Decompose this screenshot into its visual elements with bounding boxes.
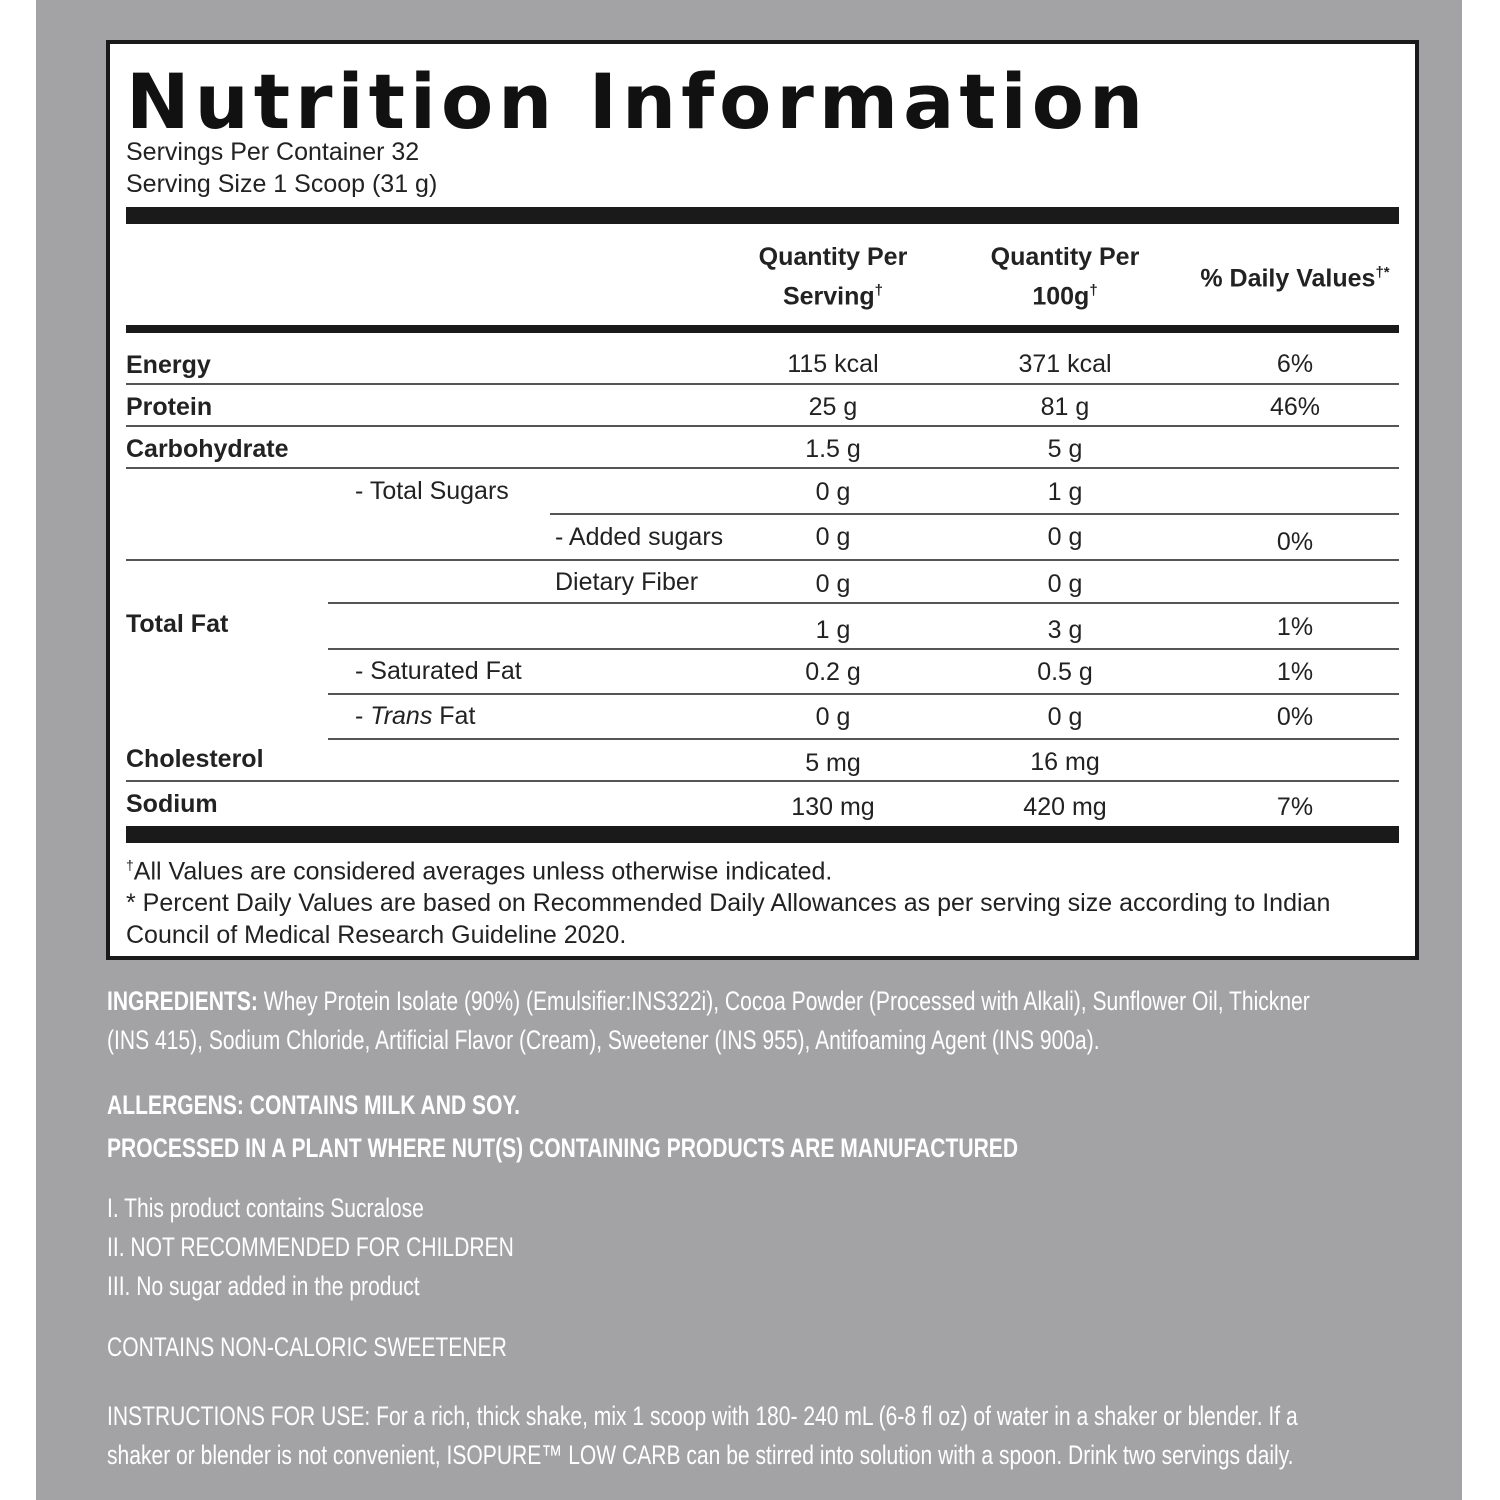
saturated-fat-daily-value: 1% — [1276, 658, 1314, 686]
total-sugars-per-serving: 0 g — [815, 478, 851, 506]
header-per-100g: Quantity Per 100g† — [990, 243, 1140, 311]
protein-per-100g: 81 g — [1040, 393, 1090, 421]
row-divider — [328, 738, 1399, 740]
instructions-line-2: shaker or blender is not convenient, ISOPURE™ LOW CARB can be stirred into solution with a spoon. Drink two servings daily. — [107, 1440, 1294, 1470]
cholesterol-per-100g: 16 mg — [1030, 748, 1100, 776]
row-carbohydrate-label: Carbohydrate — [126, 435, 289, 463]
header-daily-values: % Daily Values†* — [1200, 264, 1390, 293]
serving-size: Serving Size 1 Scoop (31 g) — [126, 170, 438, 198]
instructions-line-1: INSTRUCTIONS FOR USE: For a rich, thick shake, mix 1 scoop with 180- 240 mL (6-8 fl oz) of water in a shaker or blender. If a — [107, 1401, 1298, 1431]
footnote-percent-daily-values: * Percent Daily Values are based on Recommended Daily Allowances as per serving size according to Indian Council of Medical Research Guideline 2020. — [126, 889, 1331, 949]
row-total-sugars-label: - Total Sugars — [355, 477, 509, 505]
energy-daily-value: 6% — [1276, 350, 1314, 378]
footnote-averages: †All Values are considered averages unless otherwise indicated. — [126, 857, 833, 886]
note-item: II. NOT RECOMMENDED FOR CHILDREN — [107, 1232, 514, 1262]
nutrition-facts-panel — [106, 40, 1419, 960]
row-dietary-fiber-label: Dietary Fiber — [555, 568, 699, 596]
row-divider — [328, 648, 1399, 650]
row-protein-label: Protein — [126, 393, 213, 421]
total-fat-per-100g: 3 g — [1047, 616, 1083, 644]
added-sugars-daily-value: 0% — [1276, 528, 1314, 556]
header-per-serving: Quantity Per Serving† — [758, 243, 908, 311]
added-sugars-per-100g: 0 g — [1047, 523, 1083, 551]
energy-per-100g: 371 kcal — [1018, 350, 1112, 378]
row-total-fat-label: Total Fat — [126, 610, 229, 638]
row-divider — [550, 513, 1399, 515]
row-divider — [328, 602, 1399, 604]
sodium-per-serving: 130 mg — [791, 793, 875, 821]
row-divider — [126, 425, 1399, 427]
trans-fat-per-serving: 0 g — [815, 703, 851, 731]
cholesterol-per-serving: 5 mg — [805, 749, 861, 777]
protein-daily-value: 46% — [1269, 393, 1321, 421]
saturated-fat-per-serving: 0.2 g — [805, 658, 861, 686]
row-cholesterol-label: Cholesterol — [126, 745, 264, 773]
row-divider — [126, 559, 1399, 561]
carbohydrate-per-serving: 1.5 g — [805, 435, 861, 463]
row-trans-fat-label: - Trans Fat — [355, 702, 476, 730]
note-item: I. This product contains Sucralose — [107, 1193, 424, 1223]
note-item: III. No sugar added in the product — [107, 1271, 420, 1301]
trans-fat-daily-value: 0% — [1276, 703, 1314, 731]
row-sodium-label: Sodium — [126, 790, 218, 818]
row-divider — [328, 693, 1399, 695]
processing-warning: PROCESSED IN A PLANT WHERE NUT(S) CONTAINING PRODUCTS ARE MANUFACTURED — [107, 1133, 1019, 1163]
total-sugars-per-100g: 1 g — [1047, 478, 1083, 506]
servings-per-container: Servings Per Container 32 — [126, 138, 420, 166]
row-added-sugars-label: - Added sugars — [555, 523, 724, 551]
sodium-per-100g: 420 mg — [1023, 793, 1107, 821]
saturated-fat-per-100g: 0.5 g — [1037, 658, 1093, 686]
row-divider — [126, 780, 1399, 782]
thick-divider-top — [126, 207, 1399, 224]
allergens-statement: ALLERGENS: CONTAINS MILK AND SOY. — [107, 1090, 521, 1120]
row-divider — [126, 383, 1399, 385]
row-energy-label: Energy — [126, 351, 211, 379]
sweetener-note: CONTAINS NON-CALORIC SWEETENER — [107, 1332, 507, 1362]
ingredients-line-1: INGREDIENTS: Whey Protein Isolate (90%) (Emulsifier:INS322i), Cocoa Powder (Processed with Alkali), Sunflower Oil, Thickner — [107, 986, 1310, 1016]
sodium-daily-value: 7% — [1276, 793, 1314, 821]
energy-per-serving: 115 kcal — [787, 350, 879, 378]
dietary-fiber-per-100g: 0 g — [1047, 570, 1083, 598]
row-saturated-fat-label: - Saturated Fat — [355, 657, 522, 685]
row-divider — [126, 467, 1399, 469]
dietary-fiber-per-serving: 0 g — [815, 570, 851, 598]
panel-title: Nutrition Information — [126, 57, 1149, 146]
protein-per-serving: 25 g — [808, 393, 858, 421]
thick-divider-bottom — [126, 826, 1399, 843]
thick-divider-header — [126, 325, 1399, 333]
added-sugars-per-serving: 0 g — [815, 523, 851, 551]
carbohydrate-per-100g: 5 g — [1047, 435, 1083, 463]
trans-fat-per-100g: 0 g — [1047, 703, 1083, 731]
ingredients-line-2: (INS 415), Sodium Chloride, Artificial Flavor (Cream), Sweetener (INS 955), Antifoaming Agent (INS 900a). — [107, 1025, 1100, 1055]
total-fat-per-serving: 1 g — [815, 616, 851, 644]
total-fat-daily-value: 1% — [1276, 613, 1314, 641]
